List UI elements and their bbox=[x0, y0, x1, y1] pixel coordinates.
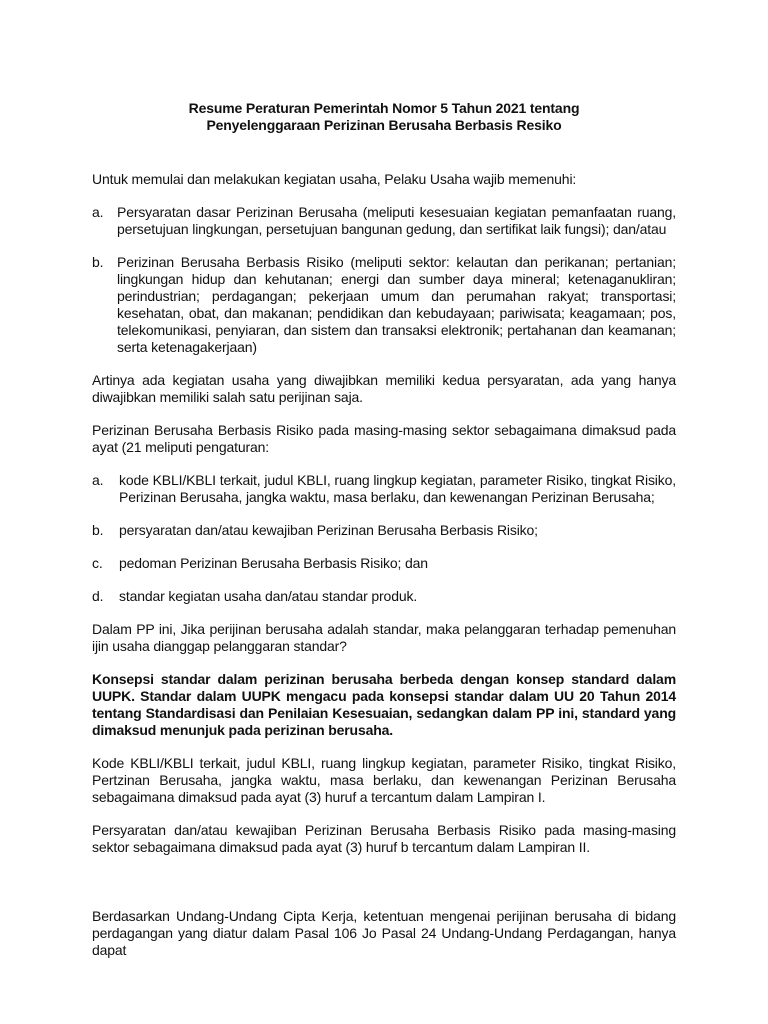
list-marker: c. bbox=[92, 555, 103, 571]
list-item-text: Persyaratan dasar Perizinan Berusaha (meliputi kesesuaian kegiatan pemanfaatan ruang, persetujuan lingkungan, persetujuan bangunan gedung, dan sertifikat laik fungsi); dan/atau bbox=[117, 204, 676, 237]
list-marker: a. bbox=[92, 472, 104, 488]
regulations-list bbox=[92, 472, 676, 605]
list-item-text: Perizinan Berusaha Berbasis Risiko (meliputi sektor: kelautan dan perikanan; pertanian; lingkungan hidup dan kehutanan; energi dan sumber daya mineral; ketenaganukliran; perindustrian; perdagangan; pekerjaan umum dan perumahan rakyat; transportasi; kesehatan, obat, dan makanan; pendidikan dan kebudayaan; pariwisata; keagamaan; pos, telekomunikasi, penyiaran, dan sistem dan transaksi elektronik; pertahanan dan keamanan; serta ketenagakerjaan) bbox=[117, 254, 676, 355]
list-marker: b. bbox=[92, 522, 104, 538]
requirements-list bbox=[92, 204, 676, 356]
list-item-text: persyaratan dan/atau kewajiban Perizinan Berusaha Berbasis Risiko; bbox=[119, 522, 538, 538]
paragraph-kode: Kode KBLI/KBLI terkait, judul KBLI, ruang lingkup kegiatan, parameter Risiko, tingkat Risiko, Pertzinan Berusaha, jangka waktu, masa berlaku, dan kewenangan Perizinan Berusaha sebagaimana dimaksud pada ayat (3) huruf a tercantum dalam Lampiran I. bbox=[92, 755, 676, 805]
document-title bbox=[92, 100, 676, 134]
intro-paragraph: Untuk memulai dan melakukan kegiatan usaha, Pelaku Usaha wajib memenuhi: bbox=[92, 171, 577, 187]
list-item-text: kode KBLI/KBLI terkait, judul KBLI, ruang lingkup kegiatan, parameter Risiko, tingkat Risiko, Perizinan Berusaha, jangka waktu, masa berlaku, dan kewenangan Perizinan Berusaha; bbox=[119, 472, 676, 505]
list-item bbox=[92, 588, 676, 605]
document-page bbox=[92, 100, 676, 975]
list-item bbox=[92, 254, 676, 356]
paragraph-artinya: Artinya ada kegiatan usaha yang diwajibkan memiliki kedua persyaratan, ada yang hanya diwajibkan memiliki salah satu perijinan saja. bbox=[92, 372, 676, 405]
list-marker: d. bbox=[92, 588, 104, 604]
list-item bbox=[92, 522, 676, 539]
list-item-text: pedoman Perizinan Berusaha Berbasis Risiko; dan bbox=[119, 555, 428, 571]
paragraph-sektor: Perizinan Berusaha Berbasis Risiko pada masing-masing sektor sebagaimana dimaksud pada ayat (21 meliputi pengaturan: bbox=[92, 422, 676, 455]
title-line-2: Penyelenggaraan Perizinan Berusaha Berbasis Resiko bbox=[206, 117, 562, 133]
paragraph-question: Dalam PP ini, Jika perijinan berusaha adalah standar, maka pelanggaran terhadap pemenuhan ijin usaha dianggap pelanggaran standar? bbox=[92, 621, 676, 654]
list-marker: b. bbox=[92, 254, 104, 270]
list-item bbox=[92, 204, 676, 238]
list-item bbox=[92, 472, 676, 506]
paragraph-bold-conception: Konsepsi standar dalam perizinan berusaha berbeda dengan konsep standard dalam UUPK. Standar dalam UUPK mengacu pada konsepsi standar dalam UU 20 Tahun 2014 tentang Standardisasi dan Penilaian Kesesuaian, sedangkan dalam PP ini, standard yang dimaksud menunjuk pada perizinan berusaha. bbox=[92, 671, 676, 738]
list-item-text: standar kegiatan usaha dan/atau standar produk. bbox=[119, 588, 418, 604]
paragraph-berdasarkan: Berdasarkan Undang-Undang Cipta Kerja, ketentuan mengenai perijinan berusaha di bidang perdagangan yang diatur dalam Pasal 106 Jo Pasal 24 Undang-Undang Perdagangan, hanya dapat bbox=[92, 908, 676, 958]
paragraph-persyaratan: Persyaratan dan/atau kewajiban Perizinan Berusaha Berbasis Risiko pada masing-masing sektor sebagaimana dimaksud pada ayat (3) huruf b tercantum dalam Lampiran II. bbox=[92, 822, 676, 855]
list-marker: a. bbox=[92, 204, 104, 220]
title-line-1: Resume Peraturan Pemerintah Nomor 5 Tahun 2021 tentang bbox=[188, 100, 580, 116]
list-item bbox=[92, 555, 676, 572]
